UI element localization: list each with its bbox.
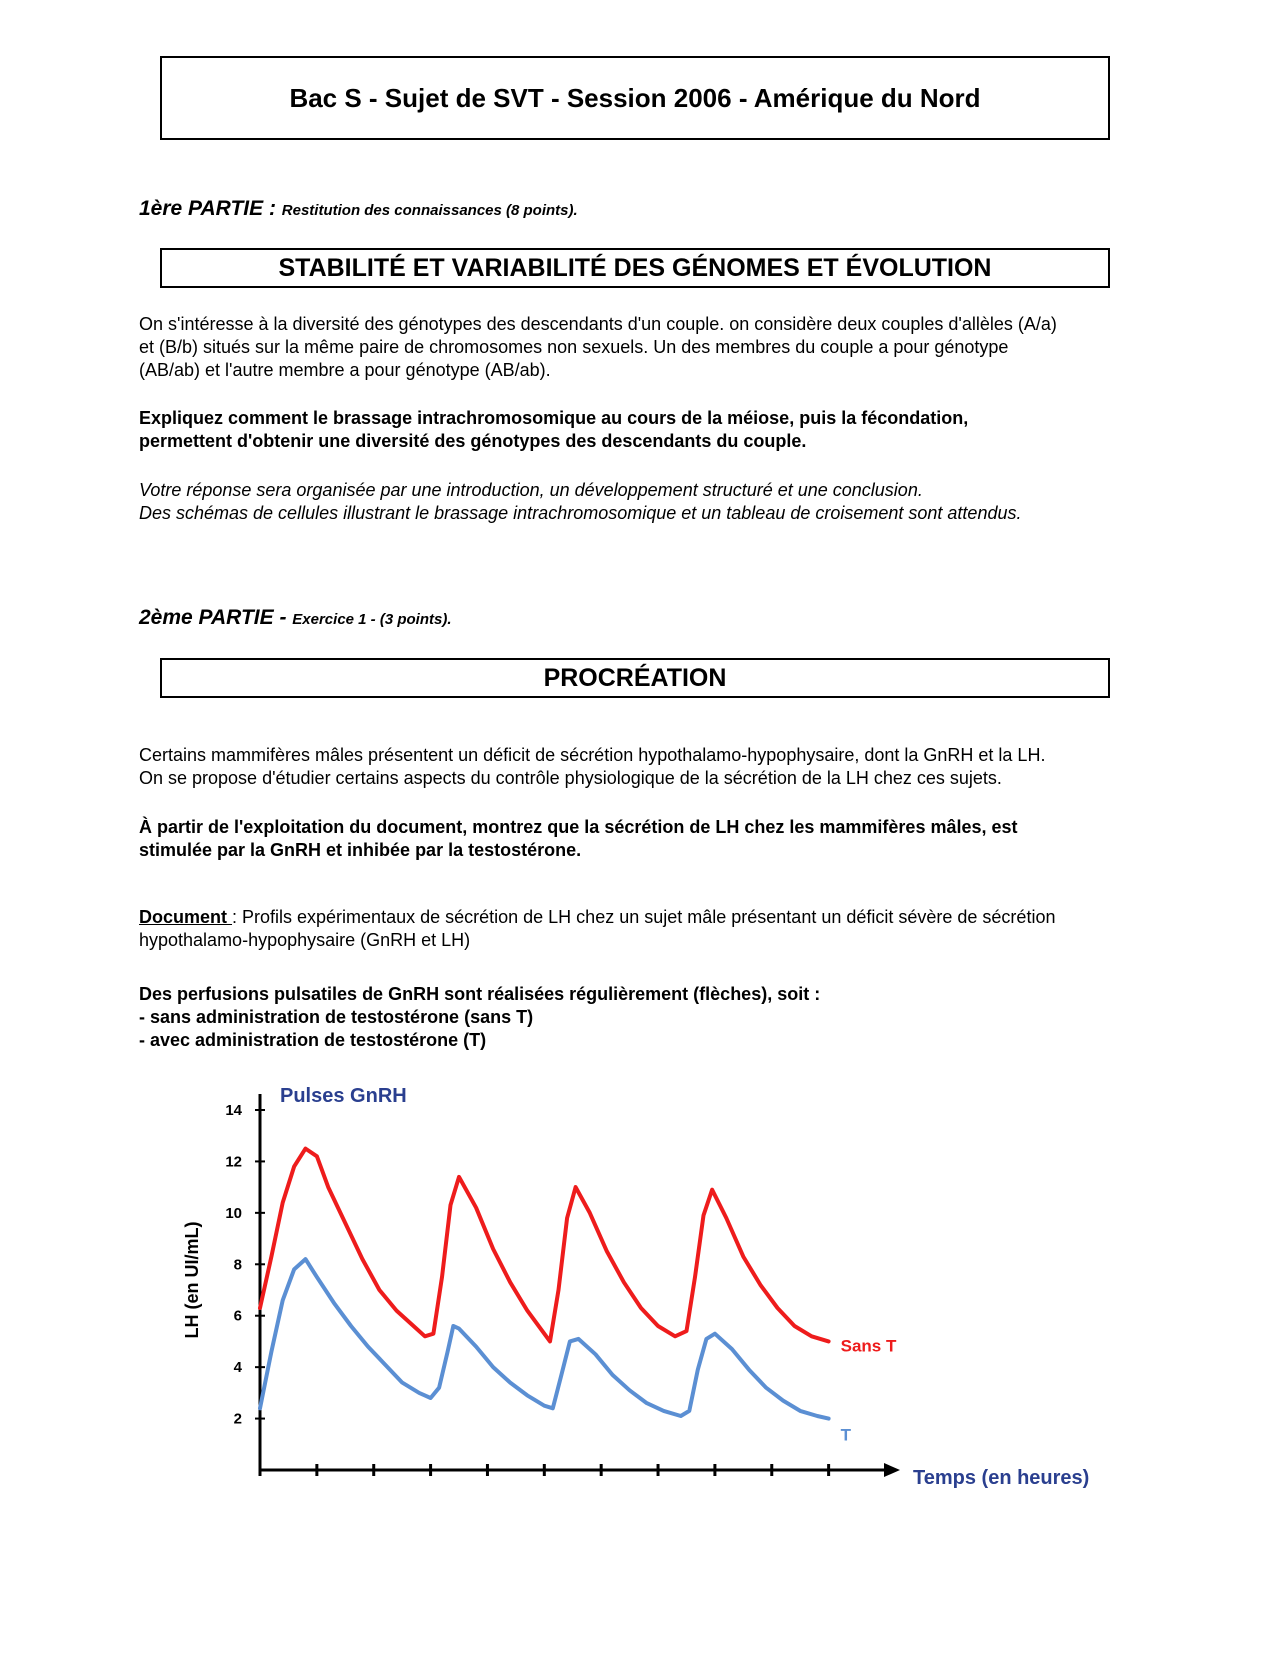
document-label: Document [139, 907, 233, 927]
part2-label: 2ème PARTIE - [139, 606, 293, 629]
part2-subtitle: Exercice 1 - (3 points). [292, 611, 452, 628]
part1-subtitle: Restitution des connaissances (8 points). [281, 202, 578, 219]
chart-axes [260, 1094, 900, 1477]
series-label: Sans T [840, 1336, 897, 1356]
lh-secretion-chart [160, 1080, 1120, 1520]
text-line: Certains mammifères mâles présentent un déficit de sécrétion hypothalamo-hypophysaire, dont la GnRH et la LH. [139, 745, 1046, 765]
part2-intro [139, 744, 1149, 790]
text-line: (AB/ab) et l'autre membre a pour génotype (AB/ab). [139, 360, 551, 380]
text-line: À partir de l'exploitation du document, montrez que la sécrétion de LH chez les mammifères mâles, est [139, 817, 1018, 837]
y-tick-label: 10 [225, 1204, 242, 1222]
x-axis-arrow [884, 1463, 900, 1477]
part1-heading [139, 197, 578, 221]
chart-series [260, 1149, 897, 1445]
text-line: Votre réponse sera organisée par une introduction, un développement structuré et une conclusion. [139, 480, 923, 500]
text-line: hypothalamo-hypophysaire (GnRH et LH) [139, 930, 471, 950]
document-title-box [160, 56, 1110, 140]
part1-question [139, 407, 1149, 453]
text-line: - sans administration de testostérone (sans T) [139, 1007, 534, 1027]
section1-title-box [160, 248, 1110, 288]
y-tick-label: 4 [233, 1359, 242, 1377]
y-tick-label: 8 [233, 1256, 242, 1274]
part2-heading [139, 606, 452, 630]
series-label: T [840, 1425, 852, 1445]
chart-y-label: LH (en UI/mL) [182, 1221, 202, 1339]
part1-instructions [139, 479, 1149, 525]
text-line: On s'intéresse à la diversité des génotypes des descendants d'un couple. on considère deux couples d'allèles (A/a) [139, 314, 1057, 334]
section2-title-box [160, 658, 1110, 698]
text-line: permettent d'obtenir une diversité des génotypes des descendants du couple. [139, 431, 807, 451]
series-line [260, 1149, 829, 1342]
text-line: Des schémas de cellules illustrant le brassage intrachromosomique et un tableau de croisement sont attendus. [139, 503, 1022, 523]
document-title: Bac S - Sujet de SVT - Session 2006 - Amérique du Nord [289, 82, 981, 113]
text-line: - avec administration de testostérone (T) [139, 1030, 487, 1050]
y-tick-label: 14 [225, 1102, 242, 1119]
text-line: On se propose d'étudier certains aspects du contrôle physiologique de la sécrétion de la LH chez ces sujets. [139, 768, 1002, 788]
section2-title: PROCRÉATION [543, 663, 727, 692]
y-tick-label: 12 [225, 1153, 242, 1171]
text-line: Des perfusions pulsatiles de GnRH sont réalisées régulièrement (flèches), soit : [139, 984, 821, 1004]
text-line [139, 906, 1149, 929]
document-caption [139, 906, 1149, 952]
text-line: Expliquez comment le brassage intrachromosomique au cours de la méiose, puis la fécondation, [139, 408, 969, 428]
text-line: et (B/b) situés sur la même paire de chromosomes non sexuels. Un des membres du couple a pour génotype [139, 337, 1009, 357]
perfusions-text [139, 983, 1149, 1052]
y-tick-label: 6 [233, 1307, 242, 1325]
document-text: : Profils expérimentaux de sécrétion de LH chez un sujet mâle présentant un déficit sévère de sécrétion [232, 907, 1056, 927]
text-line: stimulée par la GnRH et inhibée par la testostérone. [139, 840, 582, 860]
part2-question [139, 816, 1149, 862]
section1-title: STABILITÉ ET VARIABILITÉ DES GÉNOMES ET ÉVOLUTION [278, 253, 992, 282]
chart-title: Pulses GnRH [280, 1085, 407, 1107]
chart-x-label: Temps (en heures) [913, 1467, 1090, 1489]
series-line [260, 1259, 829, 1419]
y-tick-label: 2 [233, 1410, 242, 1428]
part1-label: 1ère PARTIE : [139, 197, 282, 220]
part1-intro [139, 313, 1149, 382]
